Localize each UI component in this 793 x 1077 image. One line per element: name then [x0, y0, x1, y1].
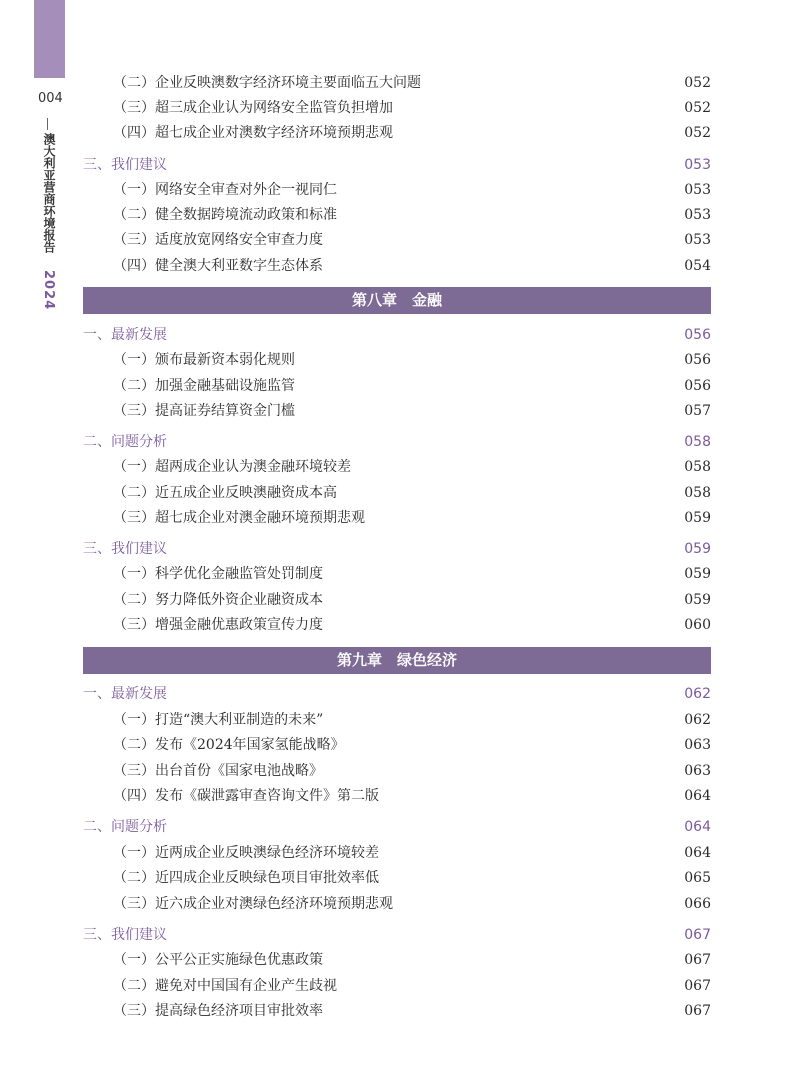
toc-entry-page: 054: [684, 258, 711, 274]
toc-subsection-entry[interactable]: [0, 401, 793, 421]
toc-subsection-entry[interactable]: [0, 786, 793, 806]
toc-entry-page: 065: [684, 870, 711, 886]
toc-subsection-entry[interactable]: [0, 205, 793, 225]
toc-entry-title: （三）增强金融优惠政策宣传力度: [113, 617, 323, 633]
chapter-header: 第八章 金融: [83, 287, 711, 314]
toc-subsection-entry[interactable]: [0, 483, 793, 503]
toc-entry-page: 059: [684, 566, 711, 582]
toc-entry-title: （二）企业反映澳数字经济环境主要面临五大问题: [113, 75, 421, 91]
toc-entry-page: 053: [684, 157, 711, 173]
toc-entry-title: （一）超两成企业认为澳金融环境较差: [113, 459, 351, 475]
toc-section-entry[interactable]: [0, 925, 793, 945]
side-color-tab: [34, 0, 65, 78]
toc-subsection-entry[interactable]: [0, 710, 793, 730]
toc-entry-title: 二、问题分析: [83, 819, 167, 835]
toc-entry-page: 059: [684, 541, 711, 557]
toc-entry-page: 067: [684, 952, 711, 968]
toc-subsection-entry[interactable]: [0, 180, 793, 200]
toc-subsection-entry[interactable]: [0, 1001, 793, 1021]
toc-entry-page: 052: [684, 100, 711, 116]
toc-entry-title: 一、最新发展: [83, 686, 167, 702]
toc-entry-page: 066: [684, 896, 711, 912]
toc-entry-title: 二、问题分析: [83, 434, 167, 450]
toc-entry-page: 056: [684, 327, 711, 343]
toc-entry-page: 058: [684, 485, 711, 501]
toc-subsection-entry[interactable]: [0, 73, 793, 93]
toc-entry-title: （二）发布《2024年国家氢能战略》: [113, 737, 345, 753]
toc-section-entry[interactable]: [0, 325, 793, 345]
toc-entry-title: 三、我们建议: [83, 157, 167, 173]
toc-subsection-entry[interactable]: [0, 508, 793, 528]
toc-entry-title: （一）打造“澳大利亚制造的未来”: [113, 712, 324, 728]
toc-subsection-entry[interactable]: [0, 350, 793, 370]
toc-entry-page: 064: [684, 819, 711, 835]
toc-entry-page: 056: [684, 378, 711, 394]
toc-entry-page: 056: [684, 352, 711, 368]
toc-entry-title: （三）超七成企业对澳金融环境预期悲观: [113, 510, 365, 526]
toc-entry-title: （二）近四成企业反映绿色项目审批效率低: [113, 870, 379, 886]
report-title: 澳大利亚营商环境报告: [42, 133, 56, 253]
toc-entry-page: 052: [684, 125, 711, 141]
toc-entry-page: 063: [684, 763, 711, 779]
toc-entry-page: 059: [684, 510, 711, 526]
toc-entry-page: 064: [684, 788, 711, 804]
toc-entry-page: 057: [684, 403, 711, 419]
toc-entry-page: 053: [684, 232, 711, 248]
toc-entry-page: 062: [684, 712, 711, 728]
toc-subsection-entry[interactable]: [0, 376, 793, 396]
toc-entry-title: （一）近两成企业反映澳绿色经济环境较差: [113, 845, 379, 861]
page-number: 004: [38, 91, 63, 106]
toc-entry-title: （三）提高证券结算资金门槛: [113, 403, 295, 419]
chapter-header: 第九章 绿色经济: [83, 647, 711, 674]
toc-entry-title: 三、我们建议: [83, 927, 167, 943]
toc-entry-title: （三）出台首份《国家电池战略》: [113, 763, 323, 779]
toc-entry-page: 063: [684, 737, 711, 753]
toc-entry-page: 053: [684, 182, 711, 198]
toc-entry-title: （三）适度放宽网络安全审查力度: [113, 232, 323, 248]
report-year: 2024: [41, 270, 56, 311]
toc-subsection-entry[interactable]: [0, 457, 793, 477]
toc-entry-page: 067: [684, 1003, 711, 1019]
toc-entry-title: （四）超七成企业对澳数字经济环境预期悲观: [113, 125, 393, 141]
toc-entry-title: （一）科学优化金融监管处罚制度: [113, 566, 323, 582]
toc-subsection-entry[interactable]: [0, 590, 793, 610]
toc-entry-title: （一）颁布最新资本弱化规则: [113, 352, 295, 368]
toc-entry-page: 060: [684, 617, 711, 633]
toc-entry-page: 062: [684, 686, 711, 702]
toc-section-entry[interactable]: [0, 817, 793, 837]
toc-entry-title: （二）健全数据跨境流动政策和标准: [113, 207, 337, 223]
toc-entry-title: 一、最新发展: [83, 327, 167, 343]
toc-subsection-entry[interactable]: [0, 123, 793, 143]
toc-section-entry[interactable]: [0, 155, 793, 175]
toc-entry-page: 067: [684, 927, 711, 943]
toc-entry-page: 052: [684, 75, 711, 91]
toc-entry-title: （二）加强金融基础设施监管: [113, 378, 295, 394]
toc-entry-page: 058: [684, 459, 711, 475]
toc-subsection-entry[interactable]: [0, 843, 793, 863]
toc-entry-title: （二）努力降低外资企业融资成本: [113, 592, 323, 608]
toc-subsection-entry[interactable]: [0, 868, 793, 888]
toc-section-entry[interactable]: [0, 432, 793, 452]
toc-entry-title: （四）发布《碳泄露审查咨询文件》第二版: [113, 788, 379, 804]
toc-subsection-entry[interactable]: [0, 564, 793, 584]
toc-section-entry[interactable]: [0, 539, 793, 559]
toc-entry-page: 064: [684, 845, 711, 861]
toc-subsection-entry[interactable]: [0, 735, 793, 755]
toc-entry-title: （一）公平公正实施绿色优惠政策: [113, 952, 323, 968]
toc-subsection-entry[interactable]: [0, 615, 793, 635]
toc-section-entry[interactable]: [0, 684, 793, 704]
toc-entry-page: 058: [684, 434, 711, 450]
toc-entry-title: （二）避免对中国国有企业产生歧视: [113, 978, 337, 994]
toc-subsection-entry[interactable]: [0, 894, 793, 914]
toc-entry-title: （二）近五成企业反映澳融资成本高: [113, 485, 337, 501]
toc-entry-page: 067: [684, 978, 711, 994]
toc-entry-title: （三）提高绿色经济项目审批效率: [113, 1003, 323, 1019]
toc-subsection-entry[interactable]: [0, 256, 793, 276]
toc-entry-title: （三）超三成企业认为网络安全监管负担增加: [113, 100, 393, 116]
toc-subsection-entry[interactable]: [0, 761, 793, 781]
toc-entry-title: 三、我们建议: [83, 541, 167, 557]
toc-subsection-entry[interactable]: [0, 230, 793, 250]
toc-subsection-entry[interactable]: [0, 976, 793, 996]
toc-subsection-entry[interactable]: [0, 950, 793, 970]
toc-entry-title: （一）网络安全审查对外企一视同仁: [113, 182, 337, 198]
toc-entry-title: （三）近六成企业对澳绿色经济环境预期悲观: [113, 896, 393, 912]
toc-entry-title: （四）健全澳大利亚数字生态体系: [113, 258, 323, 274]
toc-entry-page: 059: [684, 592, 711, 608]
toc-entry-page: 053: [684, 207, 711, 223]
toc-subsection-entry[interactable]: [0, 98, 793, 118]
